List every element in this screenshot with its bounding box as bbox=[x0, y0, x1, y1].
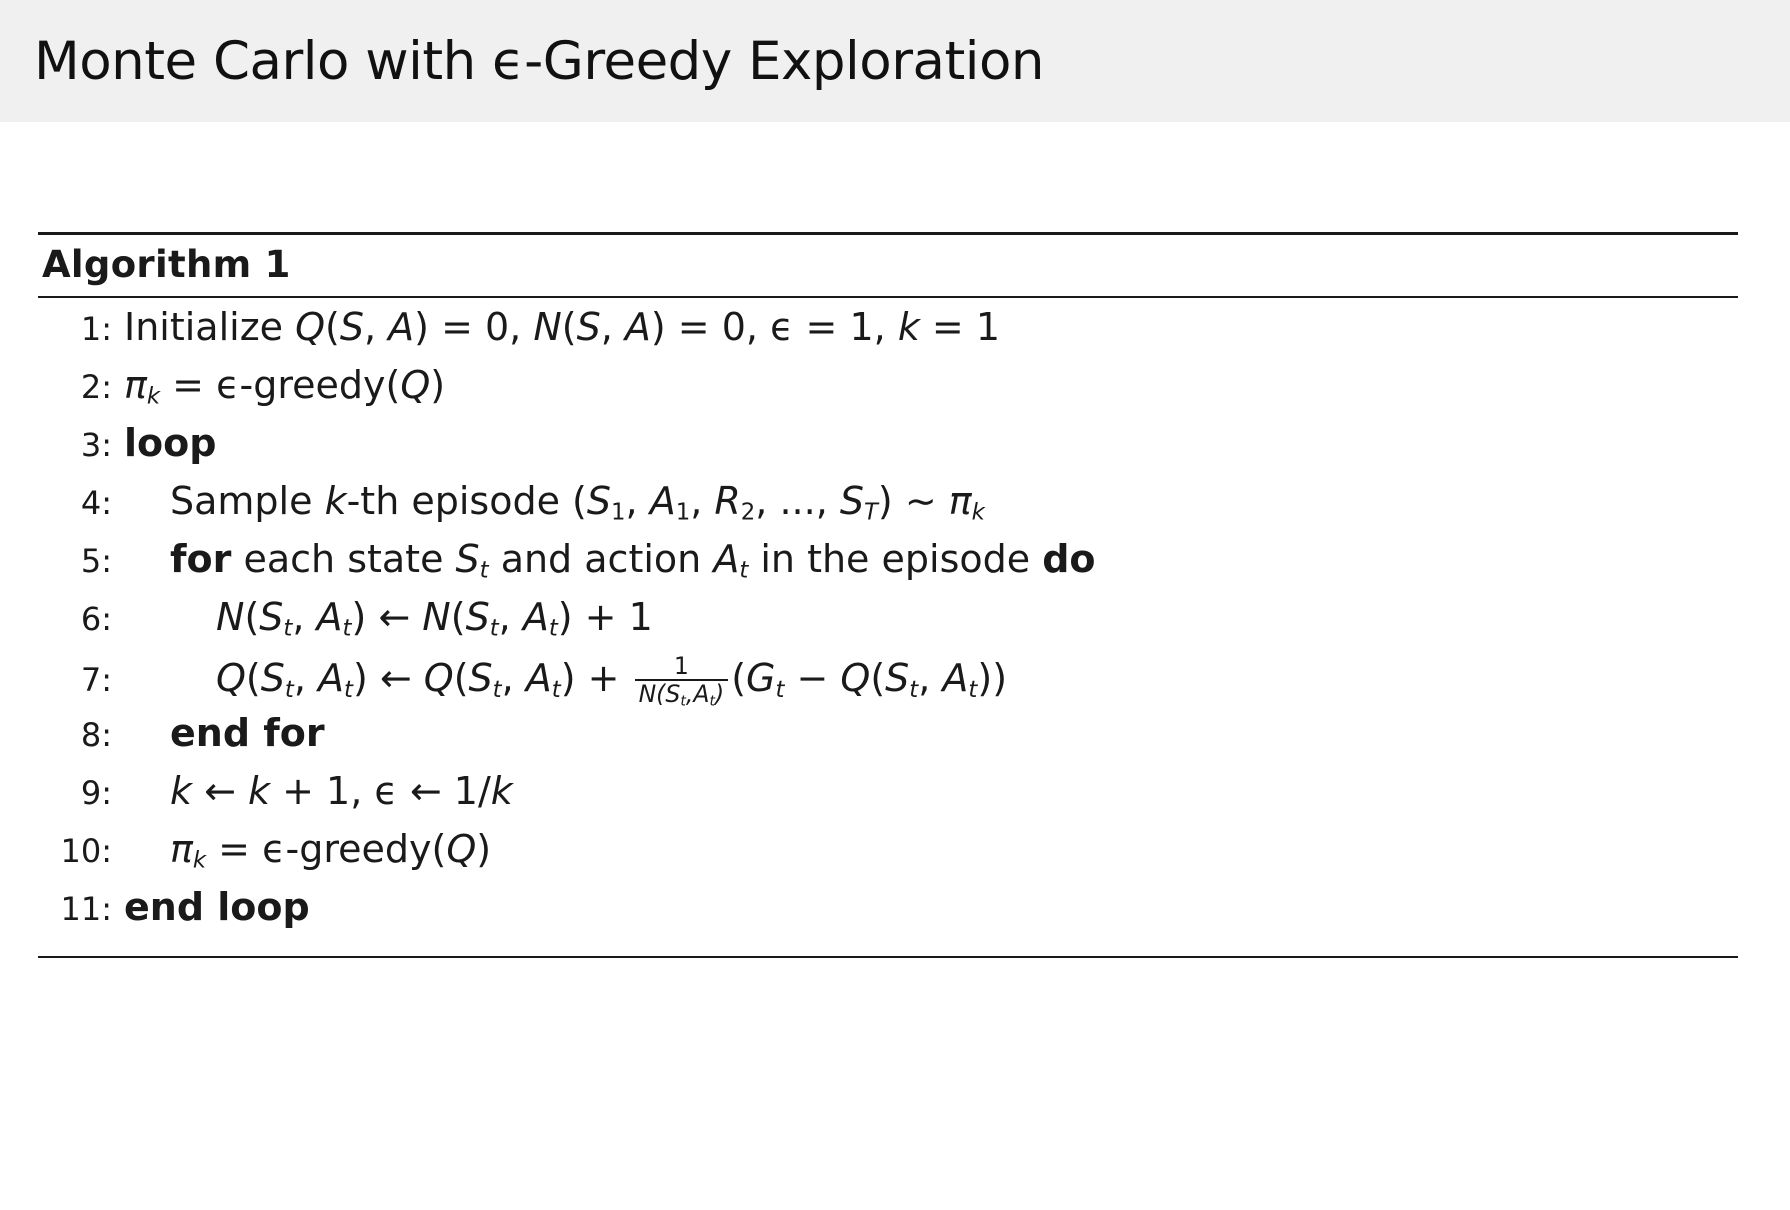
line-content: for each state $S_t$ and action $A_t$ in the episode do bbox=[170, 537, 1096, 584]
algorithm-line bbox=[38, 770, 1738, 828]
line-content: Initialize Q(S, A) = 0, N(S, A) = 0, ϵ = 1, k = 1 bbox=[124, 305, 1001, 349]
algorithm-lines bbox=[38, 298, 1738, 956]
line-number: 4: bbox=[80, 484, 112, 522]
line-number: 9: bbox=[80, 774, 112, 812]
algorithm-line bbox=[38, 828, 1738, 886]
line-content: $N(S_t$, $A_t$) ← $N(S_t$, $A_t) + 1$ bbox=[216, 595, 653, 642]
algorithm-line bbox=[38, 596, 1738, 654]
line-content: k ← k + 1, ϵ ← 1/k bbox=[170, 769, 513, 813]
line-number: 1: bbox=[80, 310, 112, 348]
line-content: $\pi_k$ = ϵ-greedy(Q) bbox=[124, 363, 446, 410]
line-number: 5: bbox=[80, 542, 112, 580]
algorithm-header: Algorithm 1 bbox=[42, 243, 291, 286]
line-number: 7: bbox=[80, 661, 112, 700]
line-number: 3: bbox=[80, 426, 112, 464]
algorithm-line bbox=[38, 480, 1738, 538]
algorithm-line bbox=[38, 538, 1738, 596]
line-content: $\pi_k$ = ϵ-greedy(Q) bbox=[170, 827, 492, 874]
line-content: Sample k-th episode ($S_1$, $A_1$, $R_2$, ..., $S_T$) ∼ $\pi_k$ bbox=[170, 479, 985, 526]
algorithm-line bbox=[38, 364, 1738, 422]
algorithm-line bbox=[38, 886, 1738, 944]
line-number: 8: bbox=[80, 716, 112, 754]
algorithm-bottom-rule bbox=[38, 956, 1738, 958]
line-number: 6: bbox=[80, 600, 112, 638]
algorithm-line bbox=[38, 712, 1738, 770]
line-content: $Q(S_t$, $A_t$) ← $Q(S_t$, $A_t$) + $\frac{1}{N(S_t,A_t)}$ ($G_t - Q(S_t$, $A_t$)) bbox=[216, 652, 1008, 710]
line-content: end loop bbox=[124, 885, 310, 929]
page-title: Monte Carlo with ϵ-Greedy Exploration bbox=[34, 30, 1044, 92]
line-number: 10: bbox=[60, 832, 112, 870]
line-content: end for bbox=[170, 711, 325, 755]
slide-title-bar bbox=[0, 0, 1790, 122]
algorithm-block bbox=[38, 232, 1738, 958]
line-content: loop bbox=[124, 421, 217, 465]
algorithm-line bbox=[38, 422, 1738, 480]
line-number: 2: bbox=[80, 368, 112, 406]
algorithm-line bbox=[38, 654, 1738, 712]
line-number: 11: bbox=[60, 890, 112, 928]
algorithm-line bbox=[38, 306, 1738, 364]
